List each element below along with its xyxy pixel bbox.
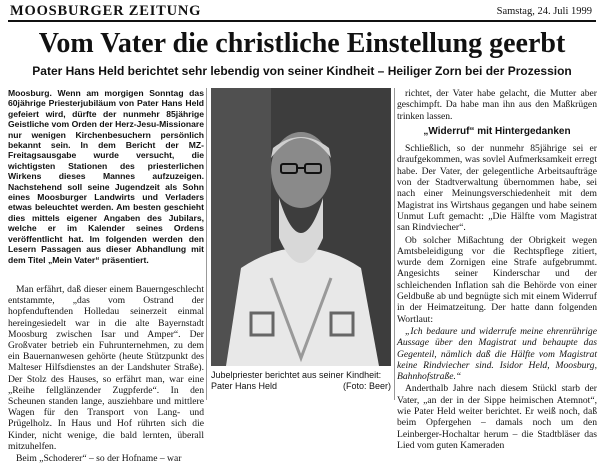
body-paragraph: Anderthalb Jahre nach diesem Stückl starb der Vater, „an der in der Sippe heimischen Atemnot“, wie Pater Held weiter berichtet. Er weiß noch, daß beim Opfergehen – damals noch um den Leinberger-Hochaltar herum – die Stadtbläser das Lied vom guten Kameraden: [397, 383, 597, 451]
portrait-illustration: [211, 88, 391, 366]
body-paragraph: Man erfährt, daß dieser einem Bauerngeschlecht entstammte, „das vom Ostrand der hopfenduftenden Holledau seinerzeit einmal hereingesiedelt war in die alte Bayernstadt Moosburg zwischen Isar und Amper“. Der Großvater betrieb ein Fuhrunternehmen, zu dem ein Bauernanwesen gehörte (heute Stützpunkt des Malteser Hilfsdienstes an der Landshuter Straße). Der Stolz des Hauses, so erfährt man, war eine „Reihe fellglänzender Zugpferde“. In den Scheunen standen lange, ausziehbare und mittlere Wagen für den Transport von Lang- und Prügelholz. In Haus und Hof rührten sich die Kinder, nicht wenige, die bald lernten, überall mitzuhelfen.: [8, 284, 204, 452]
body-paragraph: Beim „Schoderer“ – so der Hofname – war: [16, 453, 182, 464]
caption-text: Jubelpriester berichtet aus seiner Kindheit: Pater Hans Held: [211, 370, 382, 391]
lead-text: Moosburg. Wenn am morgigen Sonntag das 60jährige Priesterjubiläum von Pater Hans Held gefeiert wird, dürfte der nunmehr 85jährige Geistliche vom Orden der Herz-Jesu-Missionare nur wenigen Kirchenbesuchern persönlich bekannt sein. In dem Bericht der MZ-Freitagsausgabe wurde versucht, die wichtigsten Stationen des priesterlichen Wirkens dieses Mannes aufzuzeigen. Nachstehend soll seine Jugendzeit als Sohn eines Moosburger Landwirts und Verladers etwas beleuchtet werden. Am besten geschieht dies mittels eigener Angaben des Jubilars, welche er im Kalender seines Ordens veröffentlicht hat. Im folgenden werden den Lesern Passagen aus dieser Abhandlung mit dem Titel „Mein Vater“ präsentiert.: [8, 88, 204, 265]
section-heading: „Widerruf“ mit Hintergedanken: [423, 125, 571, 137]
body-paragraph: richtet, der Vater habe gelacht, die Mutter aber geschimpft. Da habe man ihn aus den Maßkrügen trinken lassen.: [397, 88, 597, 122]
newspaper-name: MOOSBURGER ZEITUNG: [10, 3, 202, 19]
quoted-retraction: „Ich bedaure und widerrufe meine ehrenrührige Aussage über den Magistrat und behaupte das Gegenteil, nämlich daß die Hälfte vom Magistrat keine Rindviecher sind. Isidor Held, Moosburg, Bahnhofstraße.“: [397, 325, 597, 383]
photo-caption: [211, 370, 391, 392]
body-paragraph: Schließlich, so der nunmehr 85jährige sei er draufgekommen, was sovlel Aufmerksamkeit erregt habe. Der Vater, der gelegentliche Arbeitsaufträge von der Stadtverwaltung übernommen habe, sei nach einer Meinungsverschiedenheit mit dem Magistrat ins Wirtshaus gegangen und habe seinem Unmut Luft gemacht: „Die Hälfte vom Magistrat san Rindviecher“.: [397, 143, 597, 234]
priest-portrait-photo: [211, 88, 391, 366]
column-divider: [206, 88, 207, 400]
body-paragraph: Ob solcher Mißachtung der Obrigkeit wegen Amtsbeleidigung vor die Rechtspflege zitiert, wurde dem Zornigen eine Strafe aufgebrummt. Angesichts seiner Kinderschar und der schleichenden Inflation sah die Behörde von einer Geldbuße ab und begnügte sich mit einem Widerruf in der Heimatzeitung. Der hatte dann folgenden Wortlaut:: [397, 234, 597, 325]
body-column-right: [397, 88, 597, 451]
lead-paragraph: [8, 88, 204, 280]
column-divider: [394, 88, 395, 400]
body-column-left: [8, 284, 204, 464]
issue-date: Samstag, 24. Juli 1999: [496, 6, 592, 17]
article-headline: Vom Vater die christliche Einstellung geerbt: [38, 28, 566, 59]
masthead: [8, 2, 596, 22]
photo-credit: (Foto: Beer): [342, 381, 391, 391]
article-subheadline: Pater Hans Held berichtet sehr lebendig von seiner Kindheit – Heiliger Zorn bei der Prozession: [32, 64, 572, 78]
